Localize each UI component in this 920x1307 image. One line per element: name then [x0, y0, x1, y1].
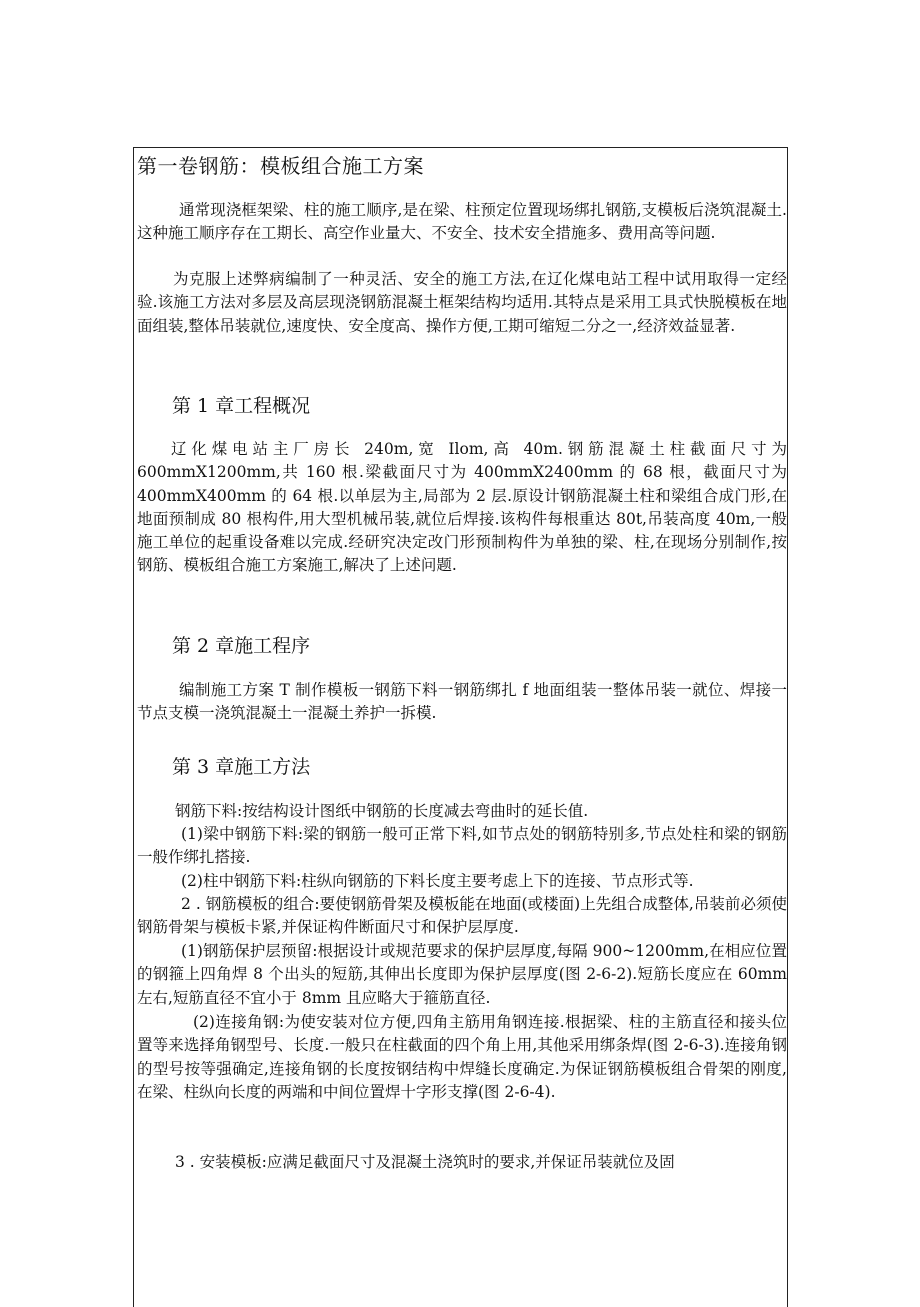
chapter-2-heading: 第 2 章施工程序: [172, 635, 311, 657]
chapter-3-paragraph-7: 3 . 安装模板:应满足截面尺寸及混凝土浇筑时的要求,并保证吊装就位及固: [175, 1153, 675, 1171]
chapter-1-heading: 第 1 章工程概况: [172, 395, 311, 417]
chapter-3-paragraph-3: (2)柱中钢筋下料:柱纵向钢筋的下料长度主要考虑上下的连接、节点形式等.: [181, 872, 694, 890]
chapter-3-paragraph-2: (1)梁中钢筋下料:梁的钢筋一般可正常下料,如节点处的钢筋特别多,节点处柱和梁的钢筋一般作绑扎搭接.: [137, 825, 787, 867]
intro-paragraph-2: 为克服上述弊病编制了一种灵活、安全的施工方法,在辽化煤电站工程中试用取得一定经验.该施工方法对多层及高层现浇钢筋混凝土框架结构均适用.其特点是采用工具式快脱模板在地面组装,整体吊装就位,速度快、安全度高、操作方便,工期可缩短二分之一,经济效益显著.: [137, 270, 787, 335]
chapter-3-paragraph-4: 2 . 钢筋模板的组合:要使钢筋骨架及模板能在地面(或楼面)上先组合成整体,吊装前必须使钢筋骨架与模板卡紧,并保证构件断面尺寸和保护层厚度.: [137, 895, 787, 937]
chapter-1-paragraph-1: 辽化煤电站主厂房长 240m,宽 Ilom,高 40m.钢筋混凝土柱截面尺寸为 600mmX1200mm,共 160 根.梁截面尺寸为 400mmX2400mm 的 68 根，截面尺寸为 400mmX400mm 的 64 根.以单层为主,局部为 2 层.原设计钢筋混凝土柱和梁组合成门形,在地面预制成 80 根构件,用大型机械吊装,就位后焊接.该构件每根重达 80t,吊装高度 40m,一般施工单位的起重设备难以完成.经研究决定改门形预制构件为单独的梁、柱,在现场分别制作,按钢筋、模板组合施工方案施工,解决了上述问题.: [137, 440, 787, 575]
chapter-3-paragraph-5: (1)钢筋保护层预留:根据设计或规范要求的保护层厚度,每隔 900~1200mm,在相应位置的钢箍上四角焊 8 个出头的短筋,其伸出长度即为保护层厚度(图 2-6-2).短筋长度应在 60mm 左右,短筋直径不宜小于 8mm 且应略大于箍筋直径.: [137, 942, 787, 1007]
document-title: 第一卷钢筋：模板组合施工方案: [137, 154, 424, 178]
chapter-3-heading: 第 3 章施工方法: [172, 756, 311, 778]
chapter-2-paragraph-1: 编制施工方案 T 制作模板一钢筋下料一钢筋绑扎 f 地面组装一整体吊装一就位、焊接一节点支模一浇筑混凝土一混凝土养护一拆模.: [137, 681, 787, 723]
chapter-3-paragraph-6: (2)连接角钢:为使安装对位方便,四角主筋用角钢连接.根据梁、柱的主筋直径和接头位置等来选择角钢型号、长度.一般只在柱截面的四个角上用,其他采用绑条焊(图 2-6-3).连接角钢的型号按等强确定,连接角钢的长度按钢结构中焊缝长度确定.为保证钢筋模板组合骨架的刚度,在梁、柱纵向长度的两端和中间位置焊十字形支撑(图 2-6-4).: [137, 1013, 787, 1101]
intro-paragraph-1: 通常现浇框架梁、柱的施工顺序,是在梁、柱预定位置现场绑扎钢筋,支模板后浇筑混凝土.这种施工顺序存在工期长、高空作业量大、不安全、技术安全措施多、费用高等问题.: [137, 201, 787, 243]
chapter-3-paragraph-1: 钢筋下料:按结构设计图纸中钢筋的长度减去弯曲时的延长值.: [175, 802, 589, 820]
